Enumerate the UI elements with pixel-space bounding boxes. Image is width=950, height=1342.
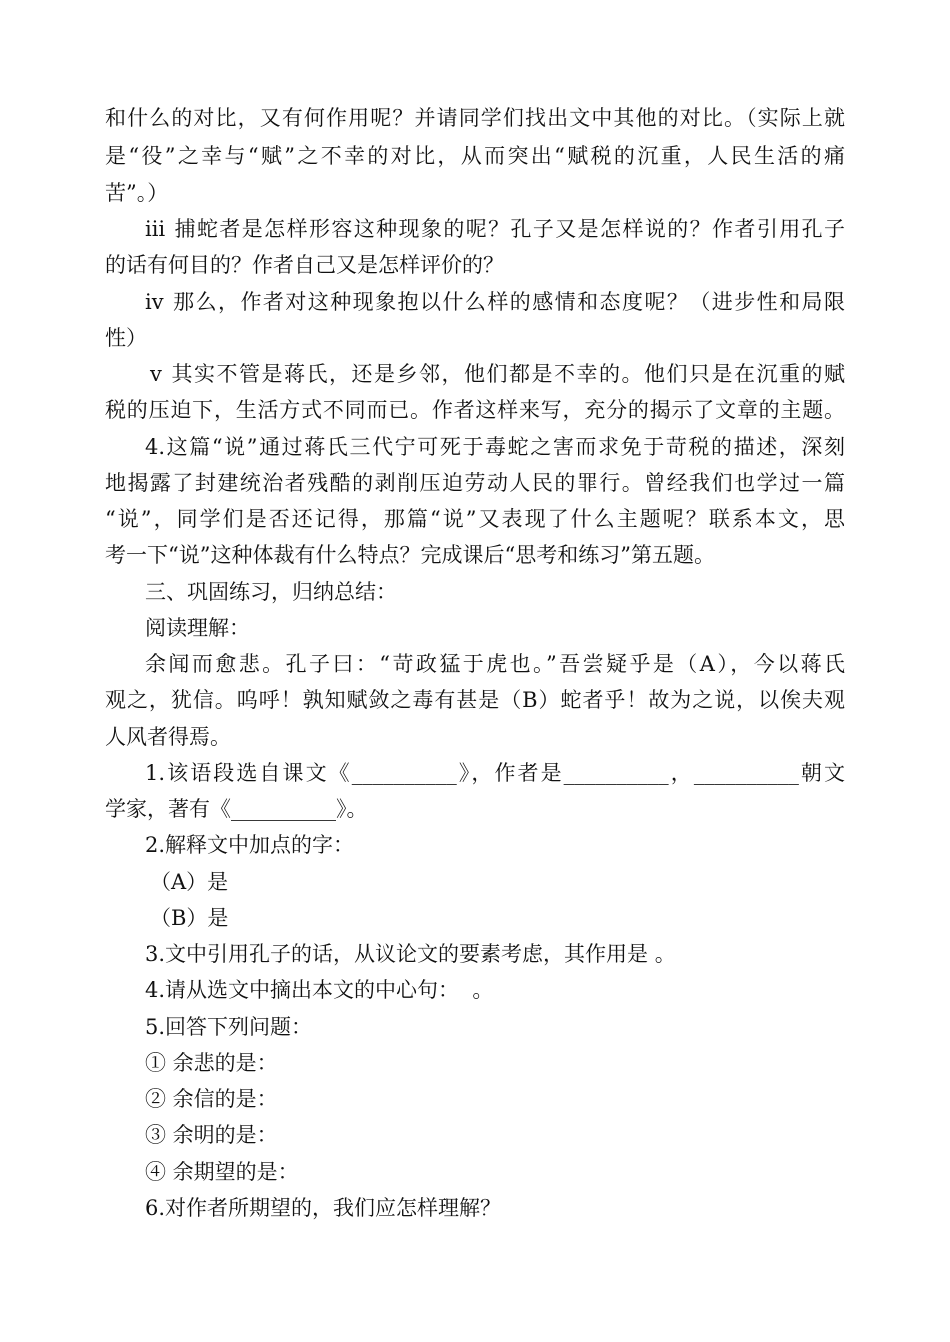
question-line: 1.该语段选自课文《__________》，作者是__________，__________朝文 bbox=[145, 761, 845, 785]
answer-item: （B）是 bbox=[150, 906, 229, 930]
question-line: 6.对作者所期望的，我们应怎样理解？ bbox=[145, 1196, 502, 1220]
question-line: 2.解释文中加点的字： bbox=[145, 833, 355, 857]
paragraph-line: 苦”。） bbox=[105, 181, 169, 205]
paragraph-line: ⅴ 其实不管是蒋氏，还是乡邻，他们都是不幸的。他们只是在沉重的赋 bbox=[150, 362, 845, 386]
paragraph-line: 地揭露了封建统治者残酷的剥削压迫劳动人民的罪行。曾经我们也学过一篇 bbox=[105, 471, 845, 495]
paragraph-line: ⅳ 那么，作者对这种现象抱以什么样的感情和态度呢？（进步性和局限 bbox=[145, 290, 845, 314]
question-line: 4.请从选文中摘出本文的中心句： 。 bbox=[145, 978, 494, 1002]
paragraph-line: ⅲ 捕蛇者是怎样形容这种现象的呢？孔子又是怎样说的？作者引用孔子 bbox=[145, 217, 845, 241]
quote-line: 观之，犹信。呜呼！孰知赋敛之毒有甚是（B）蛇者乎！故为之说，以俟夫观 bbox=[105, 688, 845, 712]
paragraph-line: 和什么的对比，又有何作用呢？并请同学们找出文中其他的对比。（实际上就 bbox=[105, 106, 845, 130]
paragraph-line: 的话有何目的？作者自己又是怎样评价的？ bbox=[105, 253, 504, 277]
paragraph-line: 性） bbox=[105, 326, 147, 350]
quote-line: 余闻而愈悲。孔子曰：“苛政猛于虎也。”吾尝疑乎是（A），今以蒋氏 bbox=[145, 652, 845, 676]
answer-item: （A）是 bbox=[150, 870, 229, 894]
paragraph-line: “说”，同学们是否还记得，那篇“说”又表现了什么主题呢？联系本文，思 bbox=[105, 507, 845, 531]
answer-item: ③ 余明的是： bbox=[145, 1123, 278, 1147]
answer-item: ④ 余期望的是： bbox=[145, 1160, 299, 1184]
question-line: 学家，著有《__________》。 bbox=[105, 797, 368, 821]
paragraph-line: 考一下“说”这种体裁有什么特点？完成课后“思考和练习”第五题。 bbox=[105, 543, 715, 567]
section-heading: 三、巩固练习，归纳总结： bbox=[145, 580, 397, 604]
question-line: 5.回答下列问题： bbox=[145, 1015, 313, 1039]
paragraph-line: 税的压迫下，生活方式不同而已。作者这样来写，充分的揭示了文章的主题。 bbox=[105, 398, 845, 422]
paragraph-line: 4.这篇“说”通过蒋氏三代宁可死于毒蛇之害而求免于苛税的描述，深刻 bbox=[145, 435, 845, 459]
answer-item: ① 余悲的是： bbox=[145, 1051, 278, 1075]
subheading: 阅读理解： bbox=[145, 616, 250, 640]
paragraph-line: 是“役”之幸与“赋”之不幸的对比，从而突出“赋税的沉重，人民生活的痛 bbox=[105, 144, 845, 168]
answer-item: ② 余信的是： bbox=[145, 1087, 278, 1111]
question-line: 3.文中引用孔子的话，从议论文的要素考虑，其作用是 。 bbox=[145, 942, 676, 966]
quote-line: 人风者得焉。 bbox=[105, 725, 231, 749]
